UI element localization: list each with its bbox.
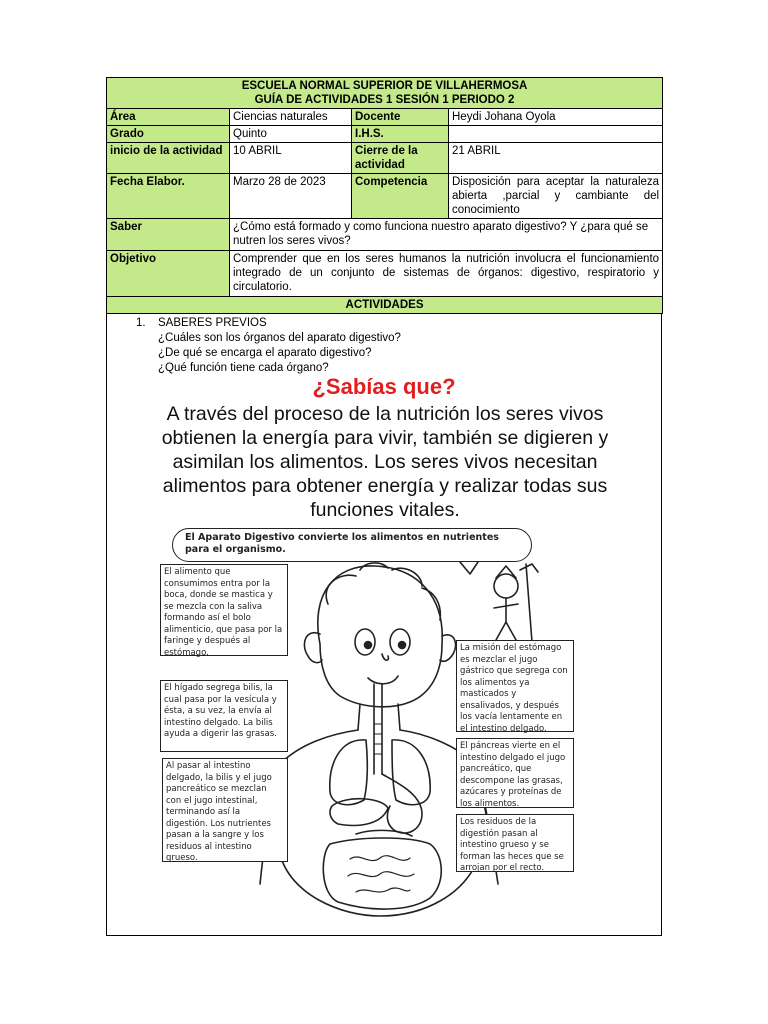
speech-bubble: El Aparato Digestivo convierte los alimentos en nutrientes para el organismo. xyxy=(172,528,532,562)
objective-value: Comprender que en los seres humanos la nutrición involucra el funcionamiento integrado de un conjunto de sistemas de órganos: digestivo, respiratorio y circulatorio. xyxy=(230,251,663,297)
question-1: ¿Cuáles son los órganos del aparato digestivo? xyxy=(158,332,401,344)
objective-label: Objetivo xyxy=(107,251,230,297)
saberes-previos xyxy=(136,316,401,376)
area-value: Ciencias naturales xyxy=(230,109,352,126)
school-name: ESCUELA NORMAL SUPERIOR DE VILLAHERMOSA xyxy=(241,80,528,92)
start-value: 10 ABRIL xyxy=(230,143,352,174)
previos-title: SABERES PREVIOS xyxy=(158,317,267,329)
grade-label: Grado xyxy=(107,126,230,143)
start-label: inicio de la actividad xyxy=(107,143,230,174)
digestive-diagram xyxy=(160,524,576,924)
question-2: ¿De qué se encarga el aparato digestivo? xyxy=(158,347,372,359)
competence-label: Competencia xyxy=(352,174,449,219)
previos-number: 1. xyxy=(136,317,146,329)
box-higado: El hígado segrega bilis, la cual pasa por la vesícula y ésta, a su vez, la envía al intestino delgado. La bilis ayuda a digerir las grasas. xyxy=(160,680,288,752)
elab-label: Fecha Elabor. xyxy=(107,174,230,219)
end-value: 21 ABRIL xyxy=(449,143,663,174)
head-outline xyxy=(318,566,442,707)
ihs-label: I.H.S. xyxy=(352,126,449,143)
info-table xyxy=(106,77,663,314)
box-estomago: La misión del estómago es mezclar el jugo gástrico que segrega con los alimentos ya masticados y ensalivados, y después los vacía lentamente en el intestino delgado. xyxy=(456,640,574,732)
teacher-label: Docente xyxy=(352,109,449,126)
guide-title: GUÍA DE ACTIVIDADES 1 SESIÓN 1 PERIODO 2 xyxy=(254,94,515,106)
ihs-value xyxy=(449,126,663,143)
sabias-text: A través del proceso de la nutrición los seres vivos obtienen la energía para vivir, también se digieren y asimilan los alimentos. Los seres vivos necesitan alimentos para obtener energía y realizar todas sus funciones vitales. xyxy=(161,403,609,521)
box-pancreas: El páncreas vierte en el intestino delgado el jugo pancreático, que descompone las grasas, azúcares y proteínas de los alimentos. xyxy=(456,738,574,808)
activities-header: ACTIVIDADES xyxy=(107,297,663,314)
saber-value: ¿Cómo está formado y como funciona nuestro aparato digestivo? Y ¿para qué se nutren los seres vivos? xyxy=(230,219,663,251)
question-3: ¿Qué función tiene cada órgano? xyxy=(158,362,329,374)
area-label: Área xyxy=(107,109,230,126)
sabias-title: ¿Sabías que? xyxy=(312,374,456,399)
box-boca: El alimento que consumimos entra por la boca, donde se mastica y se mezcla con la saliva formando así el bolo alimenticio, que pasa por la faringe y después al estómago. xyxy=(160,564,288,656)
table-header xyxy=(107,78,663,109)
box-intestino-delgado: Al pasar al intestino delgado, la bilis y el jugo pancreático se mezclan con el jugo intestinal, terminando así la digestión. Los nutrientes pasan a la sangre y los residuos al intestino grueso. xyxy=(162,758,288,862)
saber-label: Saber xyxy=(107,219,230,251)
competence-value: Disposición para aceptar la naturaleza abierta ,parcial y cambiante del conocimiento xyxy=(449,174,663,219)
end-label: Cierre de la actividad xyxy=(352,143,449,174)
elab-value: Marzo 28 de 2023 xyxy=(230,174,352,219)
box-intestino-grueso: Los residuos de la digestión pasan al intestino grueso y se forman las heces que se arrojan por el recto. xyxy=(456,814,574,872)
teacher-value: Heydi Johana Oyola xyxy=(449,109,663,126)
grade-value: Quinto xyxy=(230,126,352,143)
